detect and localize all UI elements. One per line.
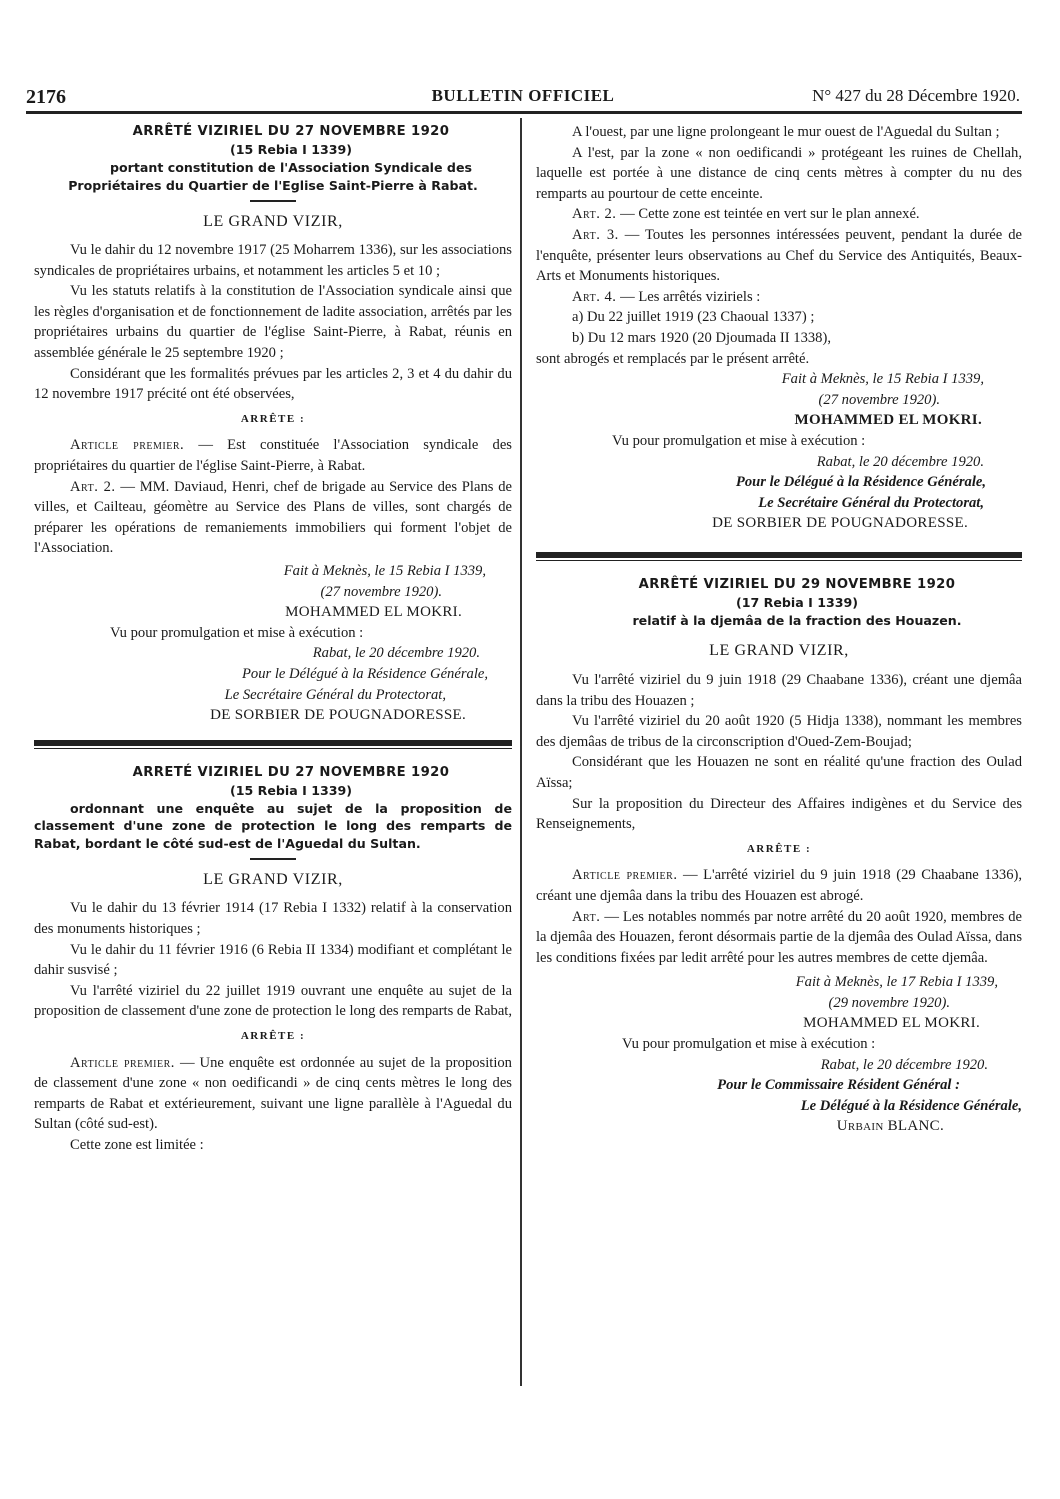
right-column	[536, 122, 1022, 1137]
pour-line-2: Le Secrétaire Général du Protectorat,	[224, 686, 446, 703]
article-text: — Les arrêtés viziriels :	[616, 288, 761, 305]
secretary-name: DE SORBIER DE POUGNADORESSE.	[210, 707, 466, 724]
section-separator	[34, 740, 512, 746]
page-number: 2176	[26, 86, 66, 108]
fait-a-line: Fait à Meknès, le 15 Rebia I 1339,	[283, 563, 486, 579]
considerant-1: Vu le dahir du 13 février 1914 (17 Rebia I 1332) relatif à la conservation des monuments historiques ;	[34, 900, 512, 937]
decree-hegira-date: (15 Rebia I 1339)	[230, 142, 352, 157]
fait-a-line: Fait à Meknès, le 15 Rebia I 1339,	[781, 371, 984, 388]
article-label: Article premier.	[70, 437, 185, 454]
section-separator	[536, 552, 1022, 558]
pour-line-1: Pour le Délégué à la Résidence Générale,	[735, 474, 986, 491]
article-label: Art.	[572, 908, 601, 925]
pour-line-2: Le Secrétaire Général du Protectorat,	[758, 494, 984, 511]
grand-vizir-heading: LE GRAND VIZIR,	[709, 642, 849, 660]
considerant-3: Considérant que les Houazen ne sont en réalité qu'une fraction des Oulad Aïssa;	[536, 754, 1022, 791]
section-separator-thin	[34, 748, 512, 749]
article-1	[536, 865, 1022, 906]
decree-hegira-date: (17 Rebia I 1339)	[736, 594, 858, 610]
short-rule	[250, 200, 296, 202]
considerant-2: Vu l'arrêté viziriel du 20 août 1920 (5 Hidja 1338), nommant les membres des djemâas de tribus de la circonscription d'Oued-Zem-Boujad;	[536, 713, 1022, 750]
rabat-date: Rabat, le 20 décembre 1920.	[312, 645, 480, 662]
considerant-1: Vu le dahir du 12 novembre 1917 (25 Moharrem 1336), sur les associations syndicales de propriétaires urbains, et notamment les articles 5 et 10 ;	[34, 242, 512, 279]
pour-line-2: Le Délégué à la Résidence Générale,	[800, 1097, 1022, 1114]
issue-date: N° 427 du 28 Décembre 1920.	[812, 86, 1020, 105]
article-label: Article premier.	[70, 1054, 175, 1071]
article-label: Article premier.	[572, 867, 678, 884]
decree-zone-protection	[34, 763, 512, 1156]
article-text: — Une enquête est ordonnée au sujet de la proposition de classement d'une zone « non oedificandi » de cinq cents mètres le long des remparts de Rabat et extérieurement, suivant une ligne parallèle à l'Aguedal du Sultan (côté sud-est).	[34, 1054, 512, 1133]
bulletin-title: BULLETIN OFFICIEL	[431, 86, 615, 105]
pour-line-1: Pour le Commissaire Résident Général :	[717, 1077, 960, 1094]
short-rule	[250, 858, 296, 860]
fait-date-line: (29 novembre 1920).	[828, 994, 950, 1011]
decree-title: ARRÊTÉ VIZIRIEL DU 27 NOVEMBRE 1920	[132, 124, 450, 139]
decree-zone-continuation	[536, 122, 1022, 534]
limit-east: A l'est, par la zone « non oedificandi » protégeant les ruines de Chellah, laquelle est portée à une distance de cinq cents mètres à compter du nu des remparts au pourtour de cette enceinte.	[536, 144, 1022, 202]
promulgation-line: Vu pour promulgation et mise à exécution :	[110, 624, 364, 641]
secretary-name: DE SORBIER DE POUGNADORESSE.	[712, 515, 968, 532]
rabat-date: Rabat, le 20 décembre 1920.	[820, 1056, 988, 1073]
decree-association-syndicale	[34, 122, 512, 726]
promulgation-line: Vu pour promulgation et mise à exécution :	[622, 1036, 876, 1053]
considerant-2: Vu les statuts relatifs à la constitution de l'Association syndicale ainsi que les règles d'organisation et de fonctionnement de ladite association, arrêtés par les propriétaires urbains du quartier de l'église Saint-Pierre, à Rabat, réunis en assemblée générale le 25 septembre 1920 ;	[34, 283, 512, 362]
article-2	[536, 204, 1022, 225]
article-text: — L'arrêté viziriel du 9 juin 1918 (29 Chaabane 1336), créant une djemâa dans la tribu des Houazen est abrogé.	[536, 867, 1022, 904]
grand-vizir-heading: LE GRAND VIZIR,	[203, 870, 343, 888]
rabat-date: Rabat, le 20 décembre 1920.	[816, 453, 984, 470]
article-2	[536, 907, 1022, 969]
considerant-1: Vu l'arrêté viziriel du 9 juin 1918 (29 Chaabane 1336), créant une djemâa dans la tribu des Houazen ;	[536, 671, 1022, 709]
considerant-2: Vu le dahir du 11 février 1916 (6 Rebia II 1334) modifiant et complétant le dahir susvisé ;	[34, 941, 512, 979]
header-rule	[26, 111, 1022, 114]
article-2	[34, 477, 512, 559]
official-name: Urbain BLANC.	[836, 1118, 944, 1135]
decree-title: ARRÊTÉ VIZIRIEL DU 29 NOVEMBRE 1920	[638, 576, 956, 592]
limit-west: A l'ouest, par une ligne prolongeant le mur ouest de l'Aguedal du Sultan ;	[572, 124, 1000, 140]
considerant-4: Sur la proposition du Directeur des Affaires indigènes et du Service des Renseignements,	[536, 795, 1022, 833]
pour-line-1: Pour le Délégué à la Résidence Générale,	[242, 665, 488, 682]
article-1	[34, 435, 512, 476]
fait-a-line: Fait à Meknès, le 17 Rebia I 1339,	[795, 974, 998, 991]
considerant-3: Considérant que les formalités prévues par les articles 2, 3 et 4 du dahir du 12 novembre 1917 précité ont été observées,	[34, 365, 512, 403]
article-1	[34, 1053, 512, 1135]
article-label: Art. 2.	[70, 478, 116, 495]
arrete-heading: ARRÊTE :	[746, 842, 812, 855]
signatory-name: MOHAMMED EL MOKRI.	[794, 412, 982, 429]
abrogated-item-a: a) Du 22 juillet 1919 (23 Chaoual 1337) ;	[572, 309, 815, 326]
abrogated-item-b: b) Du 12 mars 1920 (20 Djoumada II 1338),	[572, 329, 831, 346]
promulgation-line: Vu pour promulgation et mise à exécution :	[612, 432, 866, 449]
article-text: — Est constituée l'Association syndicale des propriétaires du quartier de l'église Saint-Pierre, à Rabat.	[34, 437, 512, 475]
article-text: — MM. Daviaud, Henri, chef de brigade au Service des Plans de villes, et Cailteau, géomètre au Service des Plans de villes, sont chargés de préparer les opérations de remaniements immobiliers qui forment l'objet de l'Association.	[34, 478, 512, 557]
decree-subject: ordonnant une enquête au sujet de la proposition de classement d'une zone de protection le long des remparts de Rabat, bordant le côté sud-est de l'Aguedal du Sultan.	[34, 800, 512, 851]
article-text: — Les notables nommés par notre arrêté du 20 août 1920, membres de la djemâa des Houazen, feront désormais partie de la djemâa des Oulad Aïssa, dans les conditions fixées par ledit arrêté pour les autres membres de cette djemâa.	[536, 908, 1022, 966]
article-3	[536, 225, 1022, 287]
abrogation-line: sont abrogés et remplacés par le présent arrêté.	[536, 350, 810, 367]
decree-hegira-date: (15 Rebia I 1339)	[230, 782, 352, 798]
decree-title: ARRETÉ VIZIRIEL DU 27 NOVEMBRE 1920	[132, 764, 450, 780]
arrete-heading: ARRÊTE :	[240, 412, 306, 425]
signatory-name: MOHAMMED EL MOKRI.	[285, 604, 462, 621]
article-4	[536, 287, 1022, 308]
left-column	[34, 122, 512, 1155]
article-label: Art. 3.	[572, 226, 619, 243]
decree-subject: relatif à la djemâa de la fraction des Houazen.	[632, 612, 962, 628]
article-label: Art. 2.	[572, 206, 617, 223]
fait-date-line: (27 novembre 1920).	[818, 391, 940, 408]
considerant-3: Vu l'arrêté viziriel du 22 juillet 1919 ouvrant une enquête au sujet de la proposition de classement d'une zone de protection le long des remparts de Rabat,	[34, 982, 513, 1020]
column-divider	[520, 118, 522, 1386]
fait-date-line: (27 novembre 1920).	[320, 583, 442, 600]
page-header	[26, 84, 1020, 114]
article-label: Art. 4.	[572, 288, 617, 305]
zone-limit-line: Cette zone est limitée :	[70, 1136, 204, 1153]
grand-vizir-heading: LE GRAND VIZIR,	[203, 212, 343, 230]
arrete-heading: ARRÊTE :	[240, 1029, 306, 1042]
article-text: — Cette zone est teintée en vert sur le plan annexé.	[616, 206, 920, 223]
decree-djemaa-houazen	[536, 575, 1022, 1137]
article-text: — Toutes les personnes intéressées peuvent, pendant la durée de l'enquête, présenter leurs observations au Chef du Service des Antiquités, Beaux-Arts et Monuments historiques.	[536, 226, 1022, 285]
signatory-name: MOHAMMED EL MOKRI.	[803, 1015, 980, 1032]
section-separator-thin	[536, 560, 1022, 561]
decree-subject: portant constitution de l'Association Syndicale des Propriétaires du Quartier de l'Eglise Saint-Pierre à Rabat.	[68, 160, 478, 193]
